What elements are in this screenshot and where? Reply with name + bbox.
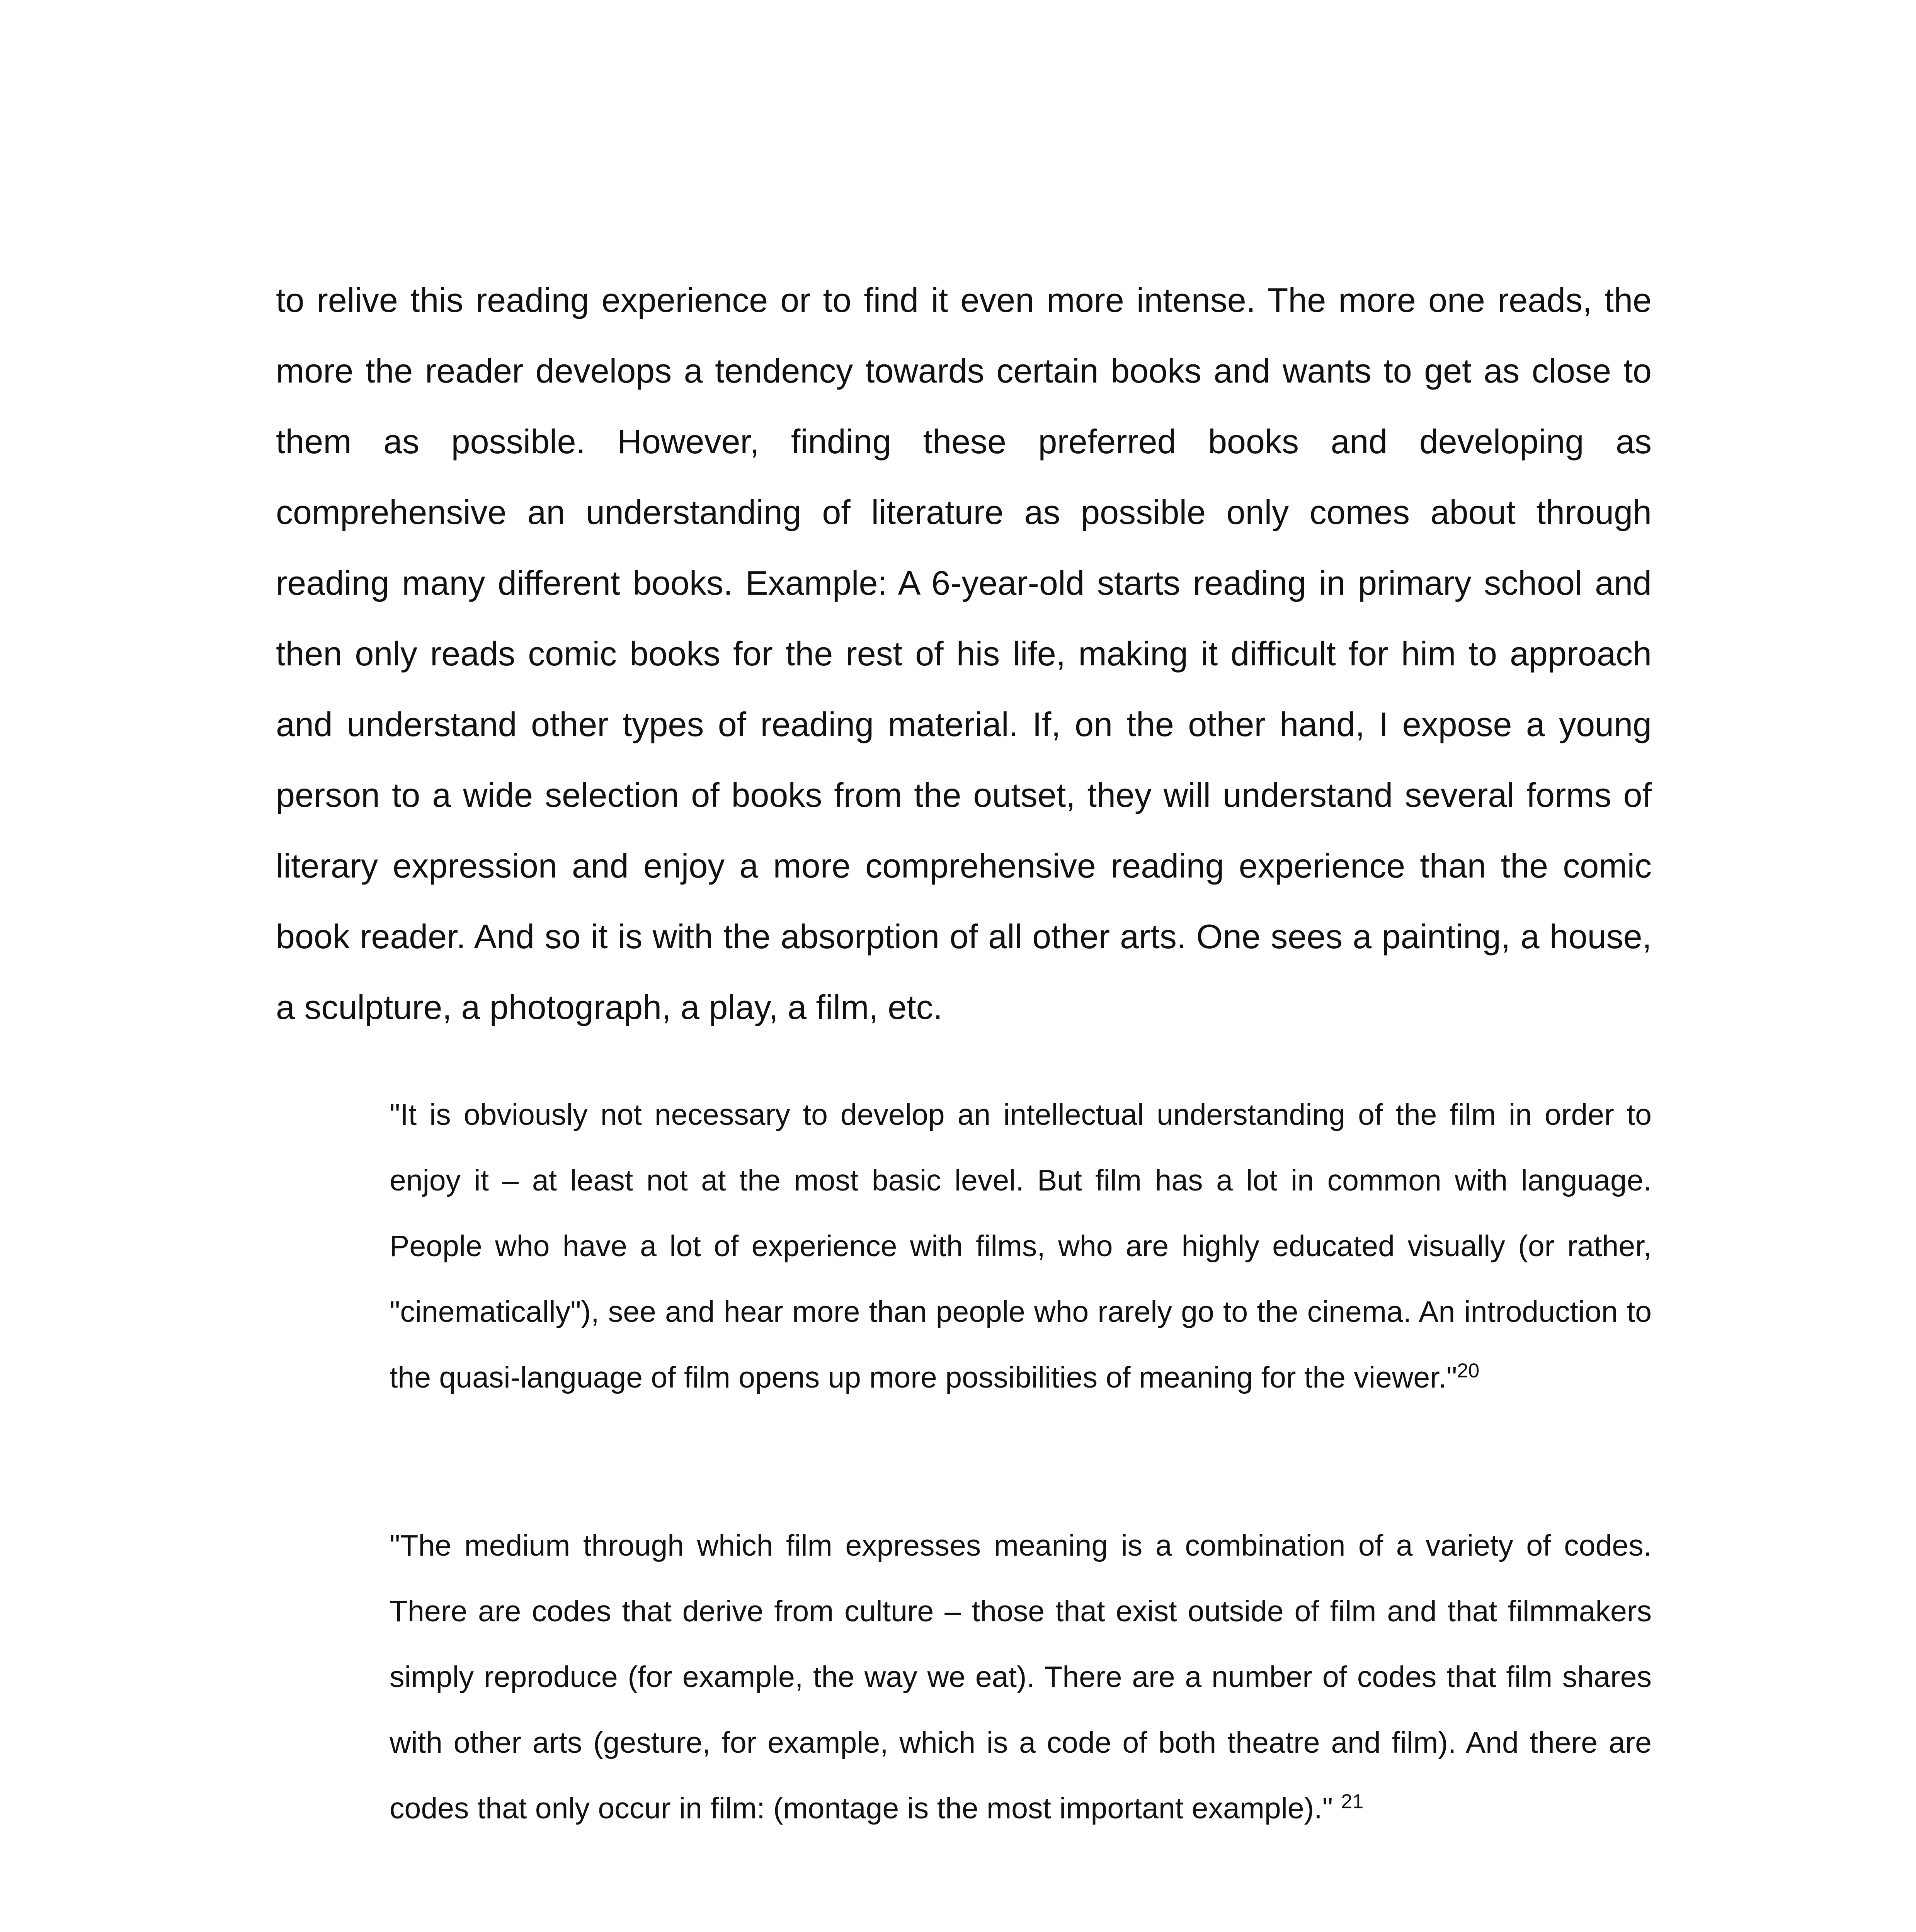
block-quote-1: [390, 1082, 1652, 1410]
block-quote-2: [390, 1513, 1652, 1841]
block-quote-2-text: "The medium through which film expresses meaning is a combination of a variety of codes. There are codes that derive from culture – those that exist outside of film and that filmmakers simply reproduce (for example, the way we eat). There are a number of codes that film shares with other arts (gesture, for example, which is a code of both theatre and film). And there are codes that only occur in film: (montage is the most important example).": [390, 1529, 1652, 1825]
block-quote-1-text: "It is obviously not necessary to develop an intellectual understanding of the film in order to enjoy it – at least not at the most basic level. But film has a lot in common with language. People who have a lot of experience with films, who are highly educated visually (or rather, "cinematically"), see and hear more than people who rarely go to the cinema. An introduction to the quasi-language of film opens up more possibilities of meaning for the viewer.": [390, 1098, 1652, 1394]
main-paragraph: to relive this reading experience or to find it even more intense. The more one reads, the more the reader develops a tendency towards certain books and wants to get as close to them as possible. However, finding these preferred books and developing as comprehensive an understanding of literature as possible only comes about through reading many different books. Example: A 6-year-old starts reading in primary school and then only reads comic books for the rest of his life, making it difficult for him to approach and understand other types of reading material. If, on the other hand, I expose a young person to a wide selection of books from the outset, they will understand several forms of literary expression and enjoy a more comprehensive reading experience than the comic book reader. And so it is with the absorption of all other arts. One sees a painting, a house, a sculpture, a photograph, a play, a film, etc.: [276, 281, 1652, 1026]
footnote-ref-21: 21: [1341, 1790, 1364, 1813]
footnote-ref-20: 20: [1457, 1359, 1480, 1382]
